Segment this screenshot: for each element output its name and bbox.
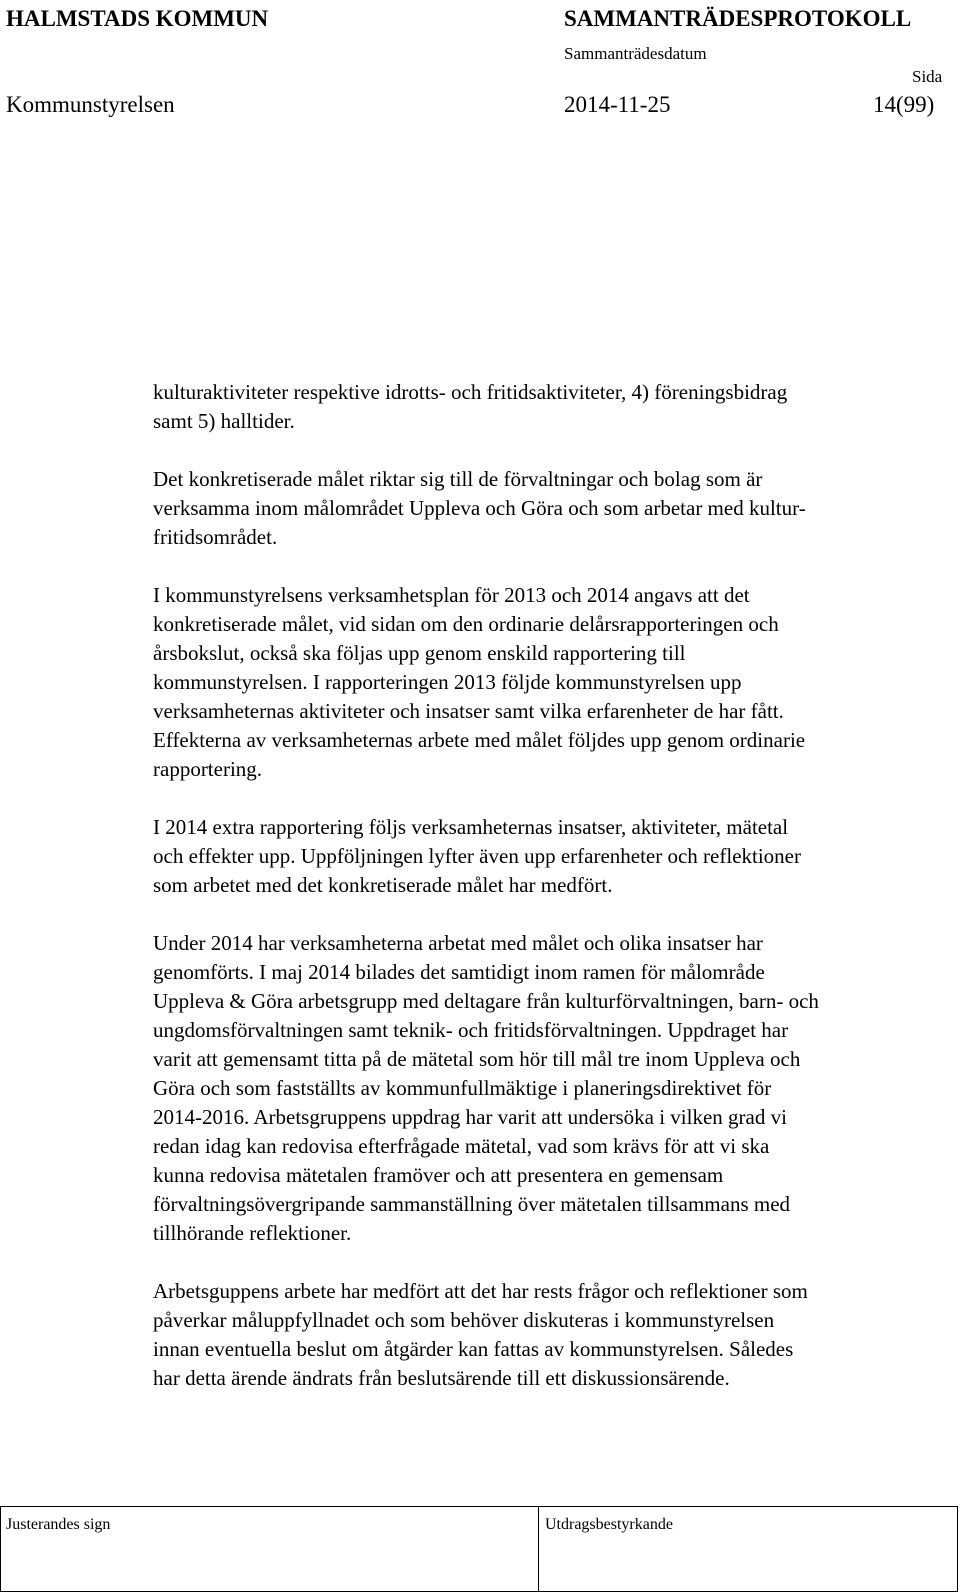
text-line: Arbetsguppens arbete har medfört att det har rests frågor och reflektioner som xyxy=(153,1279,808,1303)
text-line: verksamheternas aktiviteter och insatser samt vilka erfarenheter de har fått. xyxy=(153,699,784,723)
text-line: kommunstyrelsen. I rapporteringen 2013 följde kommunstyrelsen upp xyxy=(153,670,742,694)
text-line: I kommunstyrelsens verksamhetsplan för 2013 och 2014 angavs att det xyxy=(153,583,750,607)
page-number: 14(99) xyxy=(873,92,935,117)
text-line: konkretiserade målet, vid sidan om den ordinarie delårsrapporteringen och xyxy=(153,612,779,636)
text-line: och effekter upp. Uppföljningen lyfter även upp erfarenheter och reflektioner xyxy=(153,844,801,868)
paragraph xyxy=(153,929,953,1248)
paragraph xyxy=(153,813,953,900)
document-type: SAMMANTRÄDESPROTOKOLL xyxy=(564,6,912,31)
text-line: årsbokslut, också ska följas upp genom enskild rapportering till xyxy=(153,641,686,665)
meeting-date: 2014-11-25 xyxy=(564,92,671,117)
text-line: som arbetet med det konkretiserade målet har medfört. xyxy=(153,873,613,897)
utdragsbestyrkande-label: Utdragsbestyrkande xyxy=(545,1516,673,1533)
text-line: Uppleva & Göra arbetsgrupp med deltagare från kulturförvaltningen, barn- och xyxy=(153,989,819,1013)
text-line: Göra och som fastställts av kommunfullmäktige i planeringsdirektivet för xyxy=(153,1076,772,1100)
page-label: Sida xyxy=(912,67,943,86)
date-label: Sammanträdesdatum xyxy=(564,44,707,63)
text-line: ungdomsförvaltningen samt teknik- och fritidsförvaltningen. Uppdraget har xyxy=(153,1018,789,1042)
organization-name: HALMSTADS KOMMUN xyxy=(6,6,269,31)
text-line: redan idag kan redovisa efterfrågade mätetal, vad som krävs för att vi ska xyxy=(153,1134,770,1158)
text-line: har detta ärende ändrats från beslutsärende till ett diskussionsärende. xyxy=(153,1366,730,1390)
text-line: rapportering. xyxy=(153,757,263,781)
text-line: förvaltningsövergripande sammanställning över mätetalen tillsammans med xyxy=(153,1192,791,1216)
justerandes-sign-label: Justerandes sign xyxy=(6,1516,111,1533)
text-line: varit att gemensamt titta på de mätetal som hör till mål tre inom Uppleva och xyxy=(153,1047,801,1071)
text-line: 2014-2016. Arbetsgruppens uppdrag har varit att undersöka i vilken grad vi xyxy=(153,1105,787,1129)
text-line: Effekterna av verksamheternas arbete med målet följdes upp genom ordinarie xyxy=(153,728,806,752)
text-line: tillhörande reflektioner. xyxy=(153,1221,352,1245)
signature-box xyxy=(0,1506,958,1592)
text-line: I 2014 extra rapportering följs verksamheternas insatser, aktiviteter, mätetal xyxy=(153,815,789,839)
text-line: Det konkretiserade målet riktar sig till de förvaltningar och bolag som är xyxy=(153,467,763,491)
text-line: kulturaktiviteter respektive idrotts- och fritidsaktiviteter, 4) föreningsbidrag xyxy=(153,380,788,404)
text-line: påverkar måluppfyllnadet och som behöver diskuteras i kommunstyrelsen xyxy=(153,1308,775,1332)
text-line: verksamma inom målområdet Uppleva och Göra och som arbetar med kultur- xyxy=(153,496,806,520)
protocol-body xyxy=(153,378,953,1422)
text-line: genomförts. I maj 2014 bilades det samtidigt inom ramen för målområde xyxy=(153,960,765,984)
paragraph xyxy=(153,1277,953,1393)
text-line: samt 5) halltider. xyxy=(153,409,295,433)
committee-name: Kommunstyrelsen xyxy=(6,92,175,117)
paragraph xyxy=(153,465,953,552)
signature-divider xyxy=(538,1507,539,1591)
text-line: innan eventuella beslut om åtgärder kan fattas av kommunstyrelsen. Således xyxy=(153,1337,794,1361)
text-line: Under 2014 har verksamheterna arbetat med målet och olika insatser har xyxy=(153,931,763,955)
text-line: fritidsområdet. xyxy=(153,525,278,549)
paragraph xyxy=(153,378,953,436)
paragraph xyxy=(153,581,953,784)
text-line: kunna redovisa mätetalen framöver och att presentera en gemensam xyxy=(153,1163,724,1187)
